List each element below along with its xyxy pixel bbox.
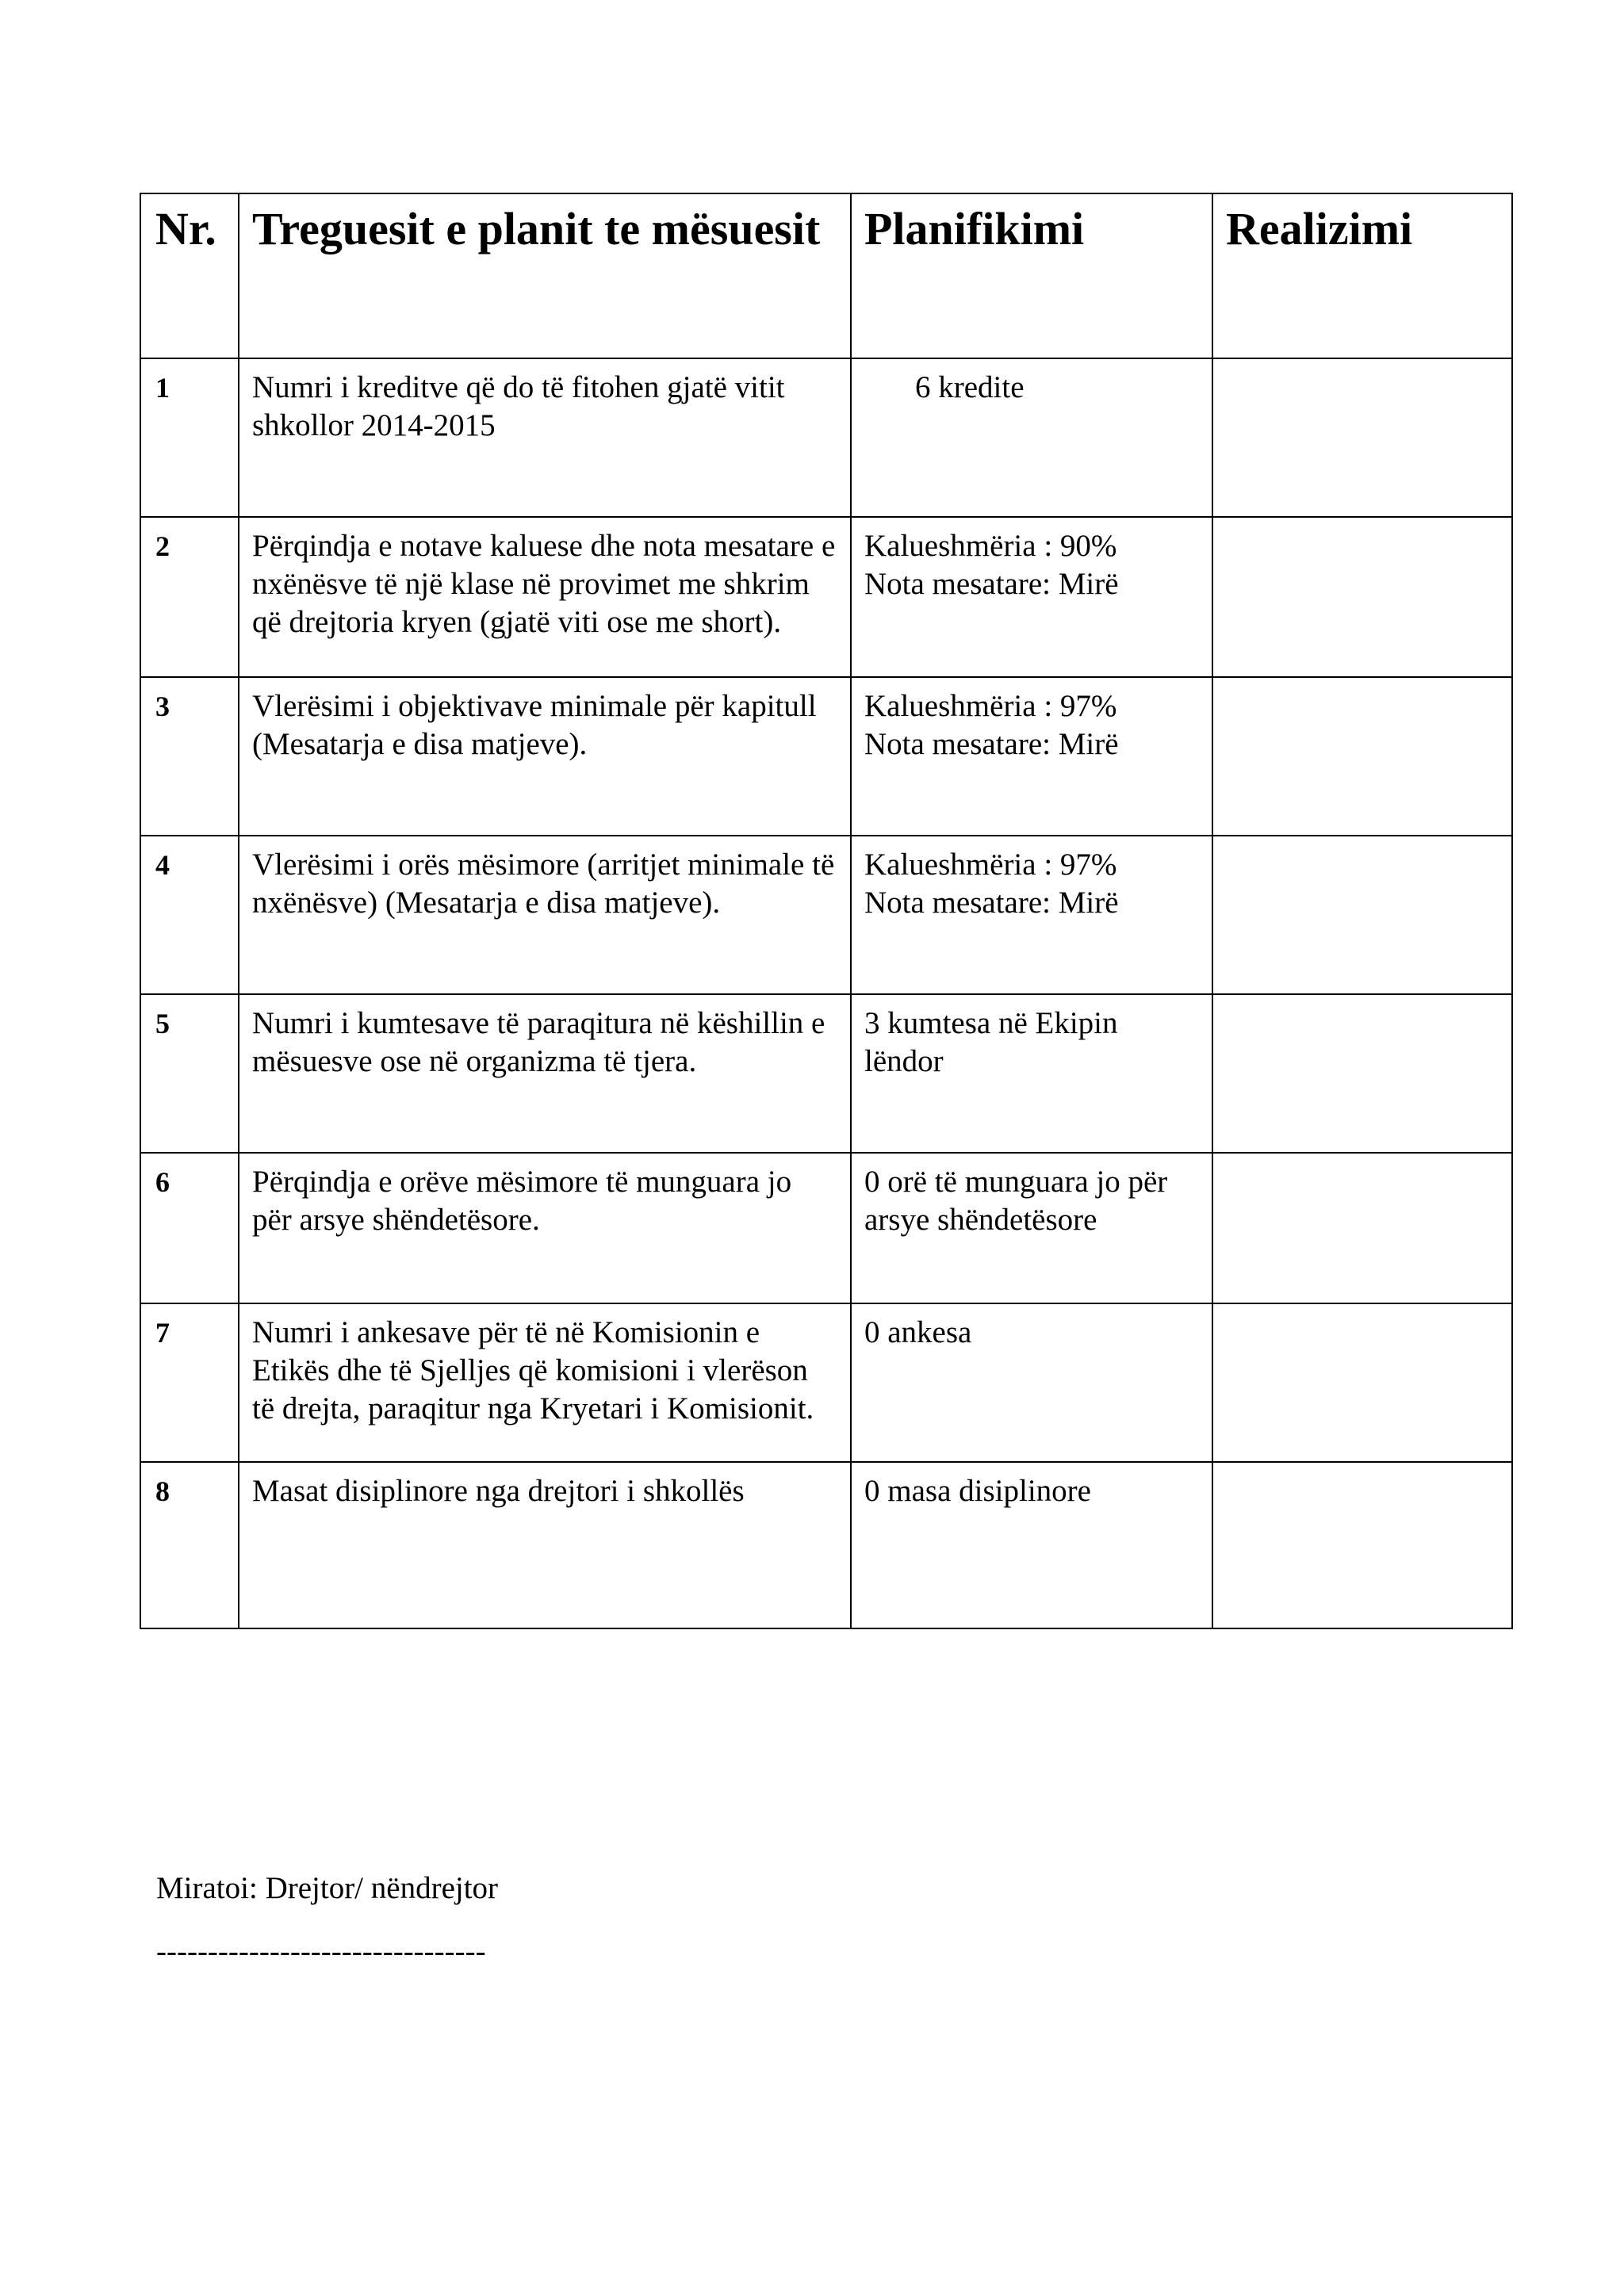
table-row [140, 994, 1512, 1153]
row-indicator: Vlerësimi i orës mësimore (arritjet minimale të nxënësve) (Mesatarja e disa matjeve). [239, 836, 851, 994]
row-planning [851, 1153, 1212, 1303]
row-realization [1212, 677, 1512, 836]
row-number: 6 [140, 1153, 239, 1303]
row-indicator: Vlerësimi i objektivave minimale për kapitull (Mesatarja e disa matjeve). [239, 677, 851, 836]
row-indicator: Përqindja e orëve mësimore të munguara jo për arsye shëndetësore. [239, 1153, 851, 1303]
row-indicator: Përqindja e notave kaluese dhe nota mesatare e nxënësve të një klase në provimet me shkrim që drejtoria kryen (gjatë viti ose me short). [239, 517, 851, 677]
row-planning [851, 994, 1212, 1153]
header-nr: Nr. [140, 193, 239, 358]
row-number: 8 [140, 1462, 239, 1628]
table-row [140, 836, 1512, 994]
row-number: 7 [140, 1303, 239, 1462]
planning-line: Kalueshmëria : 97% [864, 848, 1117, 882]
row-planning [851, 358, 1212, 517]
signature-line: -------------------------------- [156, 1934, 486, 1969]
row-indicator: Numri i kumtesave të paraqitura në këshillin e mësuesve ose në organizma të tjera. [239, 994, 851, 1153]
planning-line: 3 kumtesa në Ekipin lëndor [864, 1006, 1118, 1078]
row-planning [851, 1462, 1212, 1628]
table-header-row [140, 193, 1512, 358]
table-row [140, 1462, 1512, 1628]
planning-line: Nota mesatare: Mirë [864, 727, 1119, 761]
row-planning [851, 836, 1212, 994]
row-number: 3 [140, 677, 239, 836]
row-number: 5 [140, 994, 239, 1153]
row-realization [1212, 1462, 1512, 1628]
row-realization [1212, 994, 1512, 1153]
row-indicator: Numri i kreditve që do të fitohen gjatë vitit shkollor 2014-2015 [239, 358, 851, 517]
header-planning: Planifikimi [851, 193, 1212, 358]
table-row [140, 1303, 1512, 1462]
table-row [140, 517, 1512, 677]
planning-line: 0 masa disiplinore [864, 1474, 1091, 1508]
table-row [140, 1153, 1512, 1303]
table-row [140, 358, 1512, 517]
planning-line: 6 kredite [915, 370, 1025, 404]
planning-line: Kalueshmëria : 97% [864, 689, 1117, 723]
row-indicator: Masat disiplinore nga drejtori i shkollës [239, 1462, 851, 1628]
table-row [140, 677, 1512, 836]
header-indicator: Treguesit e planit te mësuesit [239, 193, 851, 358]
row-number: 4 [140, 836, 239, 994]
row-number: 1 [140, 358, 239, 517]
row-realization [1212, 836, 1512, 994]
planning-line: Kalueshmëria : 90% [864, 529, 1117, 563]
row-planning [851, 677, 1212, 836]
planning-line: 0 orë të munguara jo për arsye shëndetësore [864, 1165, 1168, 1237]
row-indicator: Numri i ankesave për të në Komisionin e Etikës dhe të Sjelljes që komisioni i vlerëson të drejta, paraqitur nga Kryetari i Komisionit. [239, 1303, 851, 1462]
indicators-table [140, 193, 1513, 1629]
approval-label: Miratoi: Drejtor/ nëndrejtor [156, 1871, 499, 1905]
row-realization [1212, 358, 1512, 517]
planning-line: Nota mesatare: Mirë [864, 886, 1119, 920]
header-realization: Realizimi [1212, 193, 1512, 358]
row-realization [1212, 1303, 1512, 1462]
planning-line: 0 ankesa [864, 1315, 972, 1349]
row-planning [851, 1303, 1212, 1462]
row-realization [1212, 517, 1512, 677]
planning-line: Nota mesatare: Mirë [864, 567, 1119, 601]
row-number: 2 [140, 517, 239, 677]
row-realization [1212, 1153, 1512, 1303]
row-planning [851, 517, 1212, 677]
